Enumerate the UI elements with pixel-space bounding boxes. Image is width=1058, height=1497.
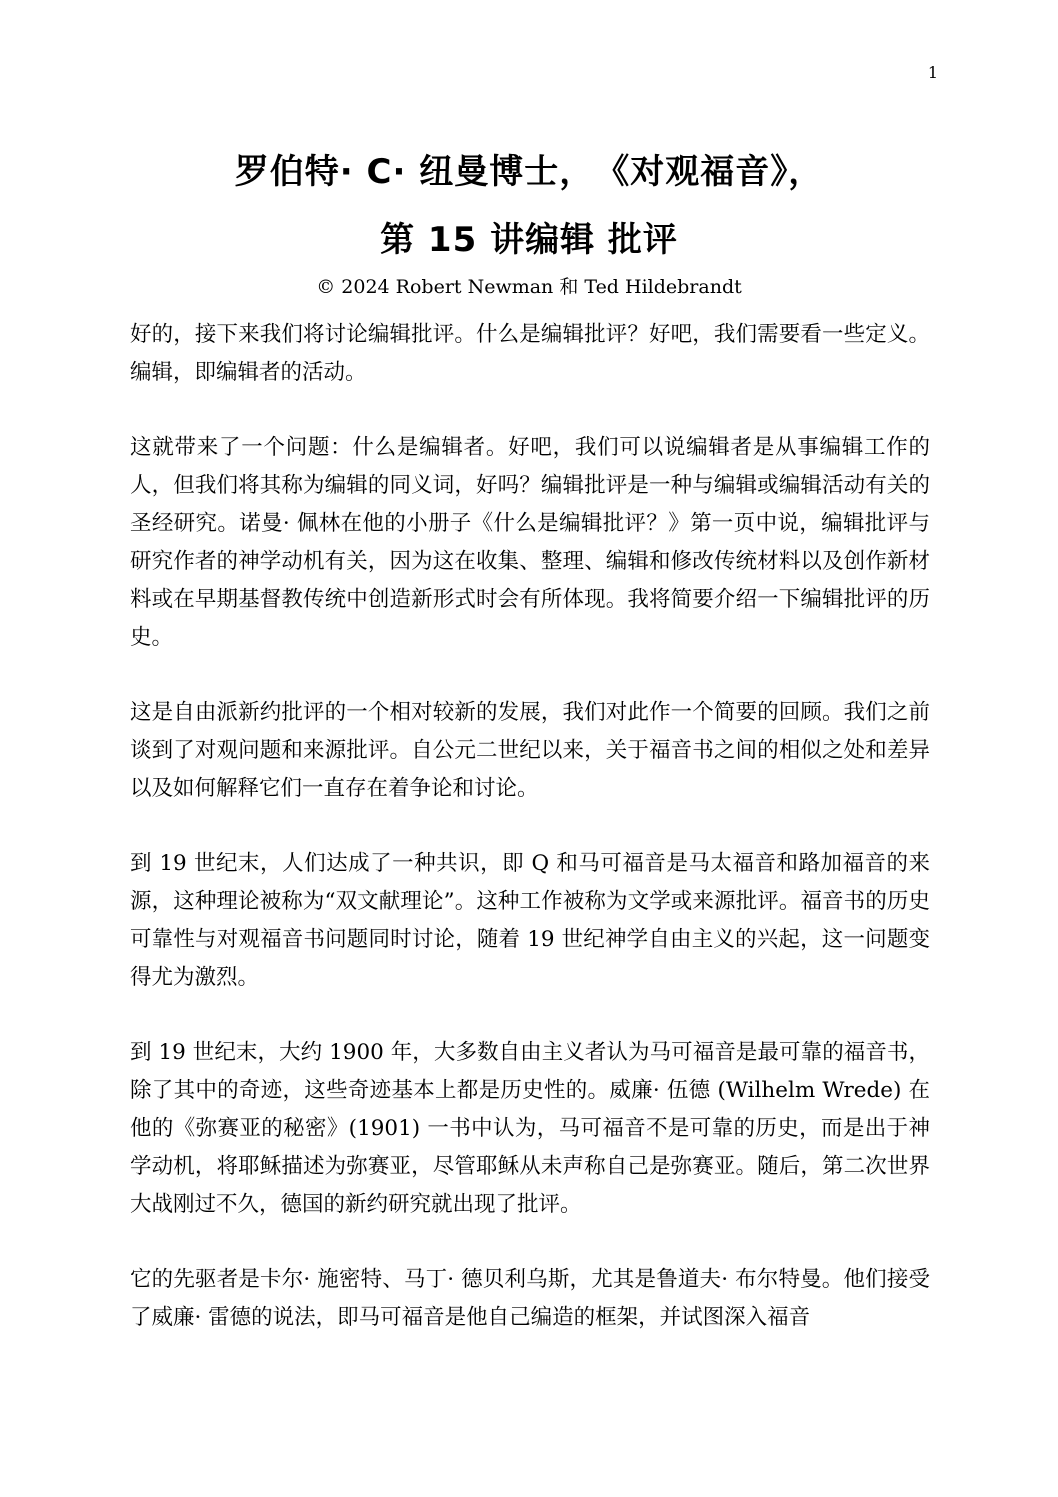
paragraph: 到 19 世纪末，大约 1900 年，大多数自由主义者认为马可福音是最可靠的福音书，除了其中的奇迹，这些奇迹基本上都是历史性的。威廉· 伍德 (Wilhelm Wrede) 在他的《弥赛亚的秘密》(1901) 一书中认为，马可福音不是可靠的历史，而是出于神学动机，将耶稣描述为弥赛亚，尽管耶稣从未声称自己是弥赛亚。随后，第二次世界大战刚过不久，德国的新约研究就出现了批评。 — [130, 1040, 930, 1217]
document-body — [130, 316, 930, 1374]
paragraph: 好的，接下来我们将讨论编辑批评。什么是编辑批评？好吧，我们需要看一些定义。编辑，即编辑者的活动。 — [130, 322, 930, 385]
paragraph: 到 19 世纪末，人们达成了一种共识，即 Q 和马可福音是马太福音和路加福音的来源，这种理论被称为“双文献理论”。这种工作被称为文学或来源批评。福音书的历史可靠性与对观福音书问题同时讨论，随着 19 世纪神学自由主义的兴起，这一问题变得尤为激烈。 — [130, 851, 930, 990]
page-title-line-1: 罗伯特· C· 纽曼博士， 《对观福音》， — [234, 152, 824, 192]
copyright-line: © 2024 Robert Newman 和 Ted Hildebrandt — [316, 276, 742, 298]
paragraph: 这就带来了一个问题：什么是编辑者。好吧，我们可以说编辑者是从事编辑工作的人，但我们将其称为编辑的同义词，好吗？编辑批评是一种与编辑或编辑活动有关的圣经研究。诺曼· 佩林在他的小册子《什么是编辑批评？》第一页中说，编辑批评与研究作者的神学动机有关，因为这在收集、整理、编辑和修改传统材料以及创作新材料或在早期基督教传统中创造新形式时会有所体现。我将简要介绍一下编辑批评的历史。 — [130, 435, 930, 650]
page-number: 1 — [927, 63, 938, 82]
paragraph: 这是自由派新约批评的一个相对较新的发展，我们对此作一个简要的回顾。我们之前谈到了对观问题和来源批评。自公元二世纪以来，关于福音书之间的相似之处和差异以及如何解释它们一直存在着争论和讨论。 — [130, 700, 930, 801]
page-title-line-2: 第 15 讲编辑 批评 — [380, 220, 678, 260]
paragraph: 它的先驱者是卡尔· 施密特、马丁· 德贝利乌斯，尤其是鲁道夫· 布尔特曼。他们接受了威廉· 雷德的说法，即马可福音是他自己编造的框架，并试图深入福音 — [130, 1267, 930, 1330]
title-block — [0, 138, 1058, 302]
